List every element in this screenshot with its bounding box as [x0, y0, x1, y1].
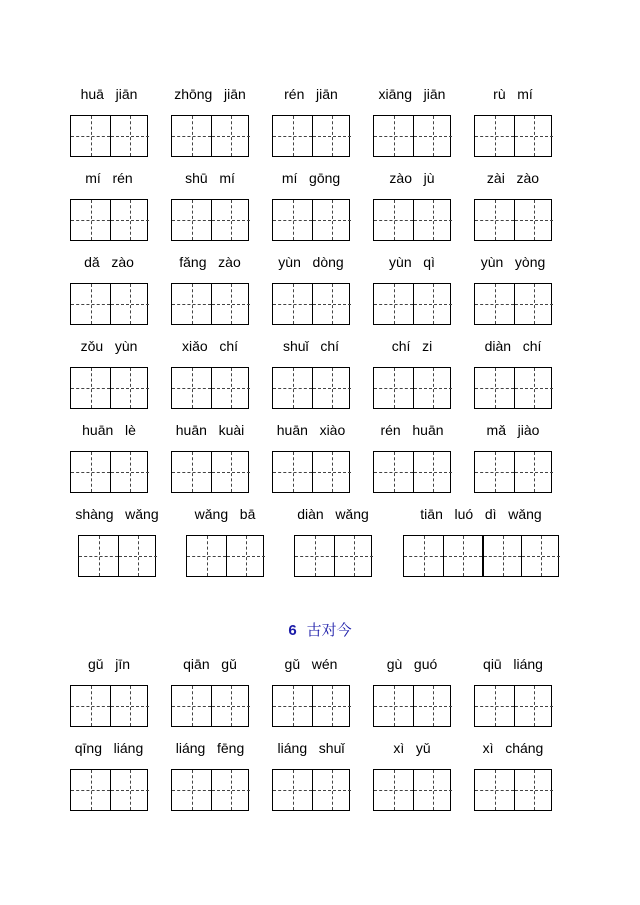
character-cell[interactable] — [273, 284, 312, 324]
character-cell[interactable] — [110, 452, 149, 492]
character-cell[interactable] — [521, 536, 560, 576]
character-cell[interactable] — [71, 770, 110, 810]
pinyin-label: zhōng jiān — [174, 86, 246, 102]
writing-grid[interactable] — [373, 769, 451, 811]
character-cell[interactable] — [413, 284, 452, 324]
grid-guide-horizontal — [475, 790, 514, 791]
grid-guide-horizontal — [313, 136, 351, 137]
pinyin-label: qīng liáng — [74, 740, 144, 756]
character-cell[interactable] — [273, 368, 312, 408]
pinyin-label: huān kuài — [175, 422, 245, 438]
character-cell[interactable] — [211, 770, 250, 810]
character-cell[interactable] — [413, 200, 452, 240]
pinyin-label: gù guó — [386, 656, 438, 672]
grid-guide-horizontal — [374, 304, 413, 305]
grid-guide-horizontal — [313, 472, 351, 473]
grid-guide-horizontal — [273, 388, 312, 389]
character-cell[interactable] — [514, 200, 553, 240]
writing-grid[interactable] — [171, 769, 249, 811]
character-cell[interactable] — [312, 116, 351, 156]
character-cell[interactable] — [71, 116, 110, 156]
grid-guide-horizontal — [227, 556, 265, 557]
character-cell[interactable] — [482, 536, 521, 576]
grid-guide-horizontal — [172, 304, 211, 305]
character-cell[interactable] — [374, 368, 413, 408]
grid-guide-horizontal — [313, 790, 351, 791]
character-cell[interactable] — [413, 116, 452, 156]
grid-guide-horizontal — [515, 706, 553, 707]
pinyin-label: yùn yòng — [480, 254, 546, 270]
grid-guide-horizontal — [273, 136, 312, 137]
grid-guide-horizontal — [273, 304, 312, 305]
writing-grid[interactable] — [474, 115, 552, 157]
grid-guide-horizontal — [335, 556, 373, 557]
grid-guide-horizontal — [313, 304, 351, 305]
pinyin-label: zào jù — [389, 170, 435, 186]
grid-guide-horizontal — [374, 136, 413, 137]
character-cell[interactable] — [475, 686, 514, 726]
writing-grid[interactable] — [186, 535, 264, 577]
writing-grid[interactable] — [474, 199, 552, 241]
character-cell[interactable] — [514, 686, 553, 726]
grid-guide-horizontal — [172, 220, 211, 221]
grid-guide-horizontal — [414, 220, 452, 221]
writing-grid[interactable] — [474, 367, 552, 409]
section-number: 6 — [288, 622, 297, 639]
grid-guide-horizontal — [172, 790, 211, 791]
pinyin-label: gǔ wén — [284, 656, 338, 672]
grid-guide-horizontal — [374, 388, 413, 389]
character-cell[interactable] — [211, 284, 250, 324]
character-cell[interactable] — [413, 452, 452, 492]
writing-grid[interactable] — [70, 769, 148, 811]
character-cell[interactable] — [374, 452, 413, 492]
character-cell[interactable] — [374, 770, 413, 810]
character-cell[interactable] — [443, 536, 482, 576]
writing-grid[interactable] — [272, 451, 350, 493]
character-cell[interactable] — [374, 686, 413, 726]
writing-grid[interactable] — [373, 685, 451, 727]
character-cell[interactable] — [172, 368, 211, 408]
pinyin-label: liáng fēng — [175, 740, 245, 756]
grid-guide-horizontal — [414, 388, 452, 389]
writing-grid[interactable] — [272, 283, 350, 325]
grid-guide-horizontal — [475, 220, 514, 221]
pinyin-label: xì yǔ — [393, 740, 431, 756]
grid-guide-horizontal — [273, 790, 312, 791]
character-cell[interactable] — [110, 770, 149, 810]
grid-guide-horizontal — [172, 472, 211, 473]
grid-guide-horizontal — [273, 706, 312, 707]
pinyin-label: huān xiào — [276, 422, 346, 438]
character-cell[interactable] — [312, 284, 351, 324]
character-cell[interactable] — [172, 200, 211, 240]
writing-grid[interactable] — [171, 283, 249, 325]
writing-grid[interactable] — [171, 199, 249, 241]
grid-guide-horizontal — [273, 472, 312, 473]
grid-guide-horizontal — [172, 388, 211, 389]
pinyin-label: rù mí — [493, 86, 533, 102]
writing-grid[interactable] — [171, 451, 249, 493]
grid-guide-horizontal — [71, 790, 110, 791]
pinyin-label: gǔ jīn — [87, 656, 131, 672]
writing-grid[interactable] — [294, 535, 372, 577]
character-cell[interactable] — [475, 200, 514, 240]
character-cell[interactable] — [374, 284, 413, 324]
character-cell[interactable] — [312, 368, 351, 408]
grid-guide-horizontal — [515, 136, 553, 137]
grid-guide-horizontal — [111, 220, 149, 221]
writing-grid[interactable] — [474, 283, 552, 325]
character-cell[interactable] — [211, 116, 250, 156]
pinyin-label: shàng wǎng — [75, 506, 159, 522]
writing-grid[interactable] — [272, 115, 350, 157]
character-cell[interactable] — [413, 770, 452, 810]
grid-guide-horizontal — [475, 304, 514, 305]
character-cell[interactable] — [273, 116, 312, 156]
grid-guide-horizontal — [119, 556, 157, 557]
grid-guide-horizontal — [71, 472, 110, 473]
pinyin-label: xiǎo chí — [181, 338, 239, 354]
grid-guide-horizontal — [475, 706, 514, 707]
grid-guide-horizontal — [212, 388, 250, 389]
character-cell[interactable] — [475, 770, 514, 810]
grid-guide-horizontal — [414, 304, 452, 305]
grid-guide-horizontal — [187, 556, 226, 557]
character-cell[interactable] — [71, 452, 110, 492]
grid-guide-horizontal — [71, 706, 110, 707]
grid-guide-horizontal — [172, 706, 211, 707]
grid-guide-horizontal — [172, 136, 211, 137]
character-cell[interactable] — [514, 116, 553, 156]
character-cell[interactable] — [211, 452, 250, 492]
character-cell[interactable] — [172, 284, 211, 324]
character-cell[interactable] — [71, 686, 110, 726]
grid-guide-horizontal — [111, 472, 149, 473]
grid-guide-horizontal — [111, 388, 149, 389]
writing-grid[interactable] — [171, 685, 249, 727]
grid-guide-horizontal — [374, 790, 413, 791]
pinyin-label: rén huān — [380, 422, 444, 438]
character-cell[interactable] — [187, 536, 226, 576]
grid-guide-horizontal — [313, 706, 351, 707]
grid-guide-horizontal — [111, 136, 149, 137]
grid-guide-horizontal — [71, 304, 110, 305]
grid-guide-horizontal — [212, 136, 250, 137]
grid-guide-horizontal — [515, 220, 553, 221]
character-cell[interactable] — [172, 452, 211, 492]
character-cell[interactable] — [475, 284, 514, 324]
character-cell[interactable] — [475, 368, 514, 408]
writing-grid[interactable] — [373, 115, 451, 157]
character-cell[interactable] — [514, 770, 553, 810]
grid-guide-horizontal — [212, 220, 250, 221]
character-cell[interactable] — [110, 200, 149, 240]
character-cell[interactable] — [312, 770, 351, 810]
grid-guide-horizontal — [71, 220, 110, 221]
pinyin-label: rén jiān — [284, 86, 338, 102]
section-name: 古对今 — [306, 621, 352, 639]
character-cell[interactable] — [514, 452, 553, 492]
grid-guide-horizontal — [111, 790, 149, 791]
writing-grid[interactable] — [171, 115, 249, 157]
grid-guide-horizontal — [212, 304, 250, 305]
writing-grid[interactable] — [373, 451, 451, 493]
writing-grid[interactable] — [474, 769, 552, 811]
writing-grid[interactable] — [272, 769, 350, 811]
character-cell[interactable] — [172, 686, 211, 726]
grid-guide-horizontal — [515, 304, 553, 305]
pinyin-label: qiū liáng — [483, 656, 543, 672]
character-cell[interactable] — [211, 368, 250, 408]
character-cell[interactable] — [79, 536, 118, 576]
pinyin-label: diàn wǎng — [297, 506, 369, 522]
character-cell[interactable] — [413, 368, 452, 408]
character-cell[interactable] — [273, 200, 312, 240]
character-cell[interactable] — [172, 770, 211, 810]
writing-grid[interactable] — [70, 685, 148, 727]
grid-guide-horizontal — [414, 706, 452, 707]
pinyin-label: tiān luó dì wǎng — [420, 506, 542, 522]
pinyin-label: liáng shuǐ — [277, 740, 345, 756]
grid-guide-horizontal — [414, 790, 452, 791]
character-cell[interactable] — [110, 368, 149, 408]
character-cell[interactable] — [211, 686, 250, 726]
character-cell[interactable] — [226, 536, 265, 576]
grid-guide-horizontal — [374, 706, 413, 707]
grid-guide-horizontal — [515, 472, 553, 473]
grid-guide-horizontal — [374, 220, 413, 221]
character-cell[interactable] — [172, 116, 211, 156]
character-cell[interactable] — [374, 116, 413, 156]
section-title — [0, 620, 640, 641]
grid-guide-horizontal — [111, 706, 149, 707]
grid-guide-horizontal — [212, 472, 250, 473]
grid-guide-horizontal — [515, 388, 553, 389]
pinyin-label: shū mí — [185, 170, 235, 186]
character-cell[interactable] — [110, 686, 149, 726]
character-cell[interactable] — [71, 368, 110, 408]
grid-guide-horizontal — [414, 472, 452, 473]
pinyin-label: zài zào — [486, 170, 540, 186]
pinyin-label: diàn chí — [484, 338, 542, 354]
character-cell[interactable] — [110, 116, 149, 156]
grid-guide-horizontal — [475, 388, 514, 389]
character-cell[interactable] — [295, 536, 334, 576]
character-cell[interactable] — [118, 536, 157, 576]
pinyin-label: mí rén — [85, 170, 133, 186]
grid-guide-horizontal — [71, 136, 110, 137]
pinyin-label: xiāng jiān — [378, 86, 446, 102]
writing-grid[interactable] — [70, 199, 148, 241]
pinyin-label: zǒu yùn — [80, 338, 138, 354]
pinyin-label: huān lè — [82, 422, 136, 438]
writing-grid[interactable] — [373, 283, 451, 325]
character-cell[interactable] — [404, 536, 443, 576]
writing-grid[interactable] — [70, 283, 148, 325]
writing-grid[interactable] — [171, 367, 249, 409]
writing-grid[interactable] — [70, 367, 148, 409]
character-cell[interactable] — [71, 200, 110, 240]
pinyin-label: fǎng zào — [179, 254, 241, 270]
pinyin-label: shuǐ chí — [282, 338, 340, 354]
character-cell[interactable] — [514, 284, 553, 324]
writing-grid[interactable] — [373, 367, 451, 409]
writing-grid[interactable] — [272, 367, 350, 409]
writing-grid[interactable] — [70, 451, 148, 493]
character-cell[interactable] — [273, 770, 312, 810]
grid-guide-horizontal — [484, 556, 521, 557]
pinyin-label: mí gōng — [281, 170, 341, 186]
pinyin-label: mǎ jiào — [486, 422, 540, 438]
grid-guide-horizontal — [522, 556, 560, 557]
grid-guide-horizontal — [212, 790, 250, 791]
character-cell[interactable] — [514, 368, 553, 408]
grid-guide-horizontal — [475, 136, 514, 137]
grid-guide-horizontal — [111, 304, 149, 305]
pinyin-label: yùn qì — [389, 254, 435, 270]
character-cell[interactable] — [312, 200, 351, 240]
character-cell[interactable] — [312, 452, 351, 492]
writing-grid[interactable] — [373, 199, 451, 241]
grid-guide-horizontal — [79, 556, 118, 557]
pinyin-label: huā jiān — [80, 86, 138, 102]
writing-grid[interactable] — [70, 115, 148, 157]
character-cell[interactable] — [273, 452, 312, 492]
character-cell[interactable] — [211, 200, 250, 240]
pinyin-label: wǎng bā — [194, 506, 256, 522]
character-cell[interactable] — [413, 686, 452, 726]
grid-guide-horizontal — [295, 556, 334, 557]
writing-grid[interactable] — [474, 451, 552, 493]
character-cell[interactable] — [312, 686, 351, 726]
writing-grid[interactable] — [272, 685, 350, 727]
grid-guide-horizontal — [414, 136, 452, 137]
writing-grid[interactable] — [403, 535, 559, 577]
grid-guide-horizontal — [313, 220, 351, 221]
grid-guide-horizontal — [71, 388, 110, 389]
character-cell[interactable] — [475, 116, 514, 156]
grid-guide-horizontal — [404, 556, 443, 557]
writing-grid[interactable] — [272, 199, 350, 241]
grid-guide-horizontal — [475, 472, 514, 473]
character-cell[interactable] — [475, 452, 514, 492]
grid-guide-horizontal — [313, 388, 351, 389]
character-cell[interactable] — [374, 200, 413, 240]
character-cell[interactable] — [334, 536, 373, 576]
grid-guide-horizontal — [515, 790, 553, 791]
character-cell[interactable] — [110, 284, 149, 324]
character-cell[interactable] — [273, 686, 312, 726]
pinyin-label: xì cháng — [482, 740, 544, 756]
pinyin-label: qiān gǔ — [183, 656, 237, 672]
grid-guide-horizontal — [444, 556, 482, 557]
writing-grid[interactable] — [78, 535, 156, 577]
pinyin-label: dǎ zào — [84, 254, 134, 270]
character-cell[interactable] — [71, 284, 110, 324]
pinyin-label: yùn dòng — [278, 254, 344, 270]
grid-guide-horizontal — [212, 706, 250, 707]
writing-grid[interactable] — [474, 685, 552, 727]
grid-guide-horizontal — [273, 220, 312, 221]
grid-guide-horizontal — [374, 472, 413, 473]
pinyin-label: chí zi — [391, 338, 433, 354]
